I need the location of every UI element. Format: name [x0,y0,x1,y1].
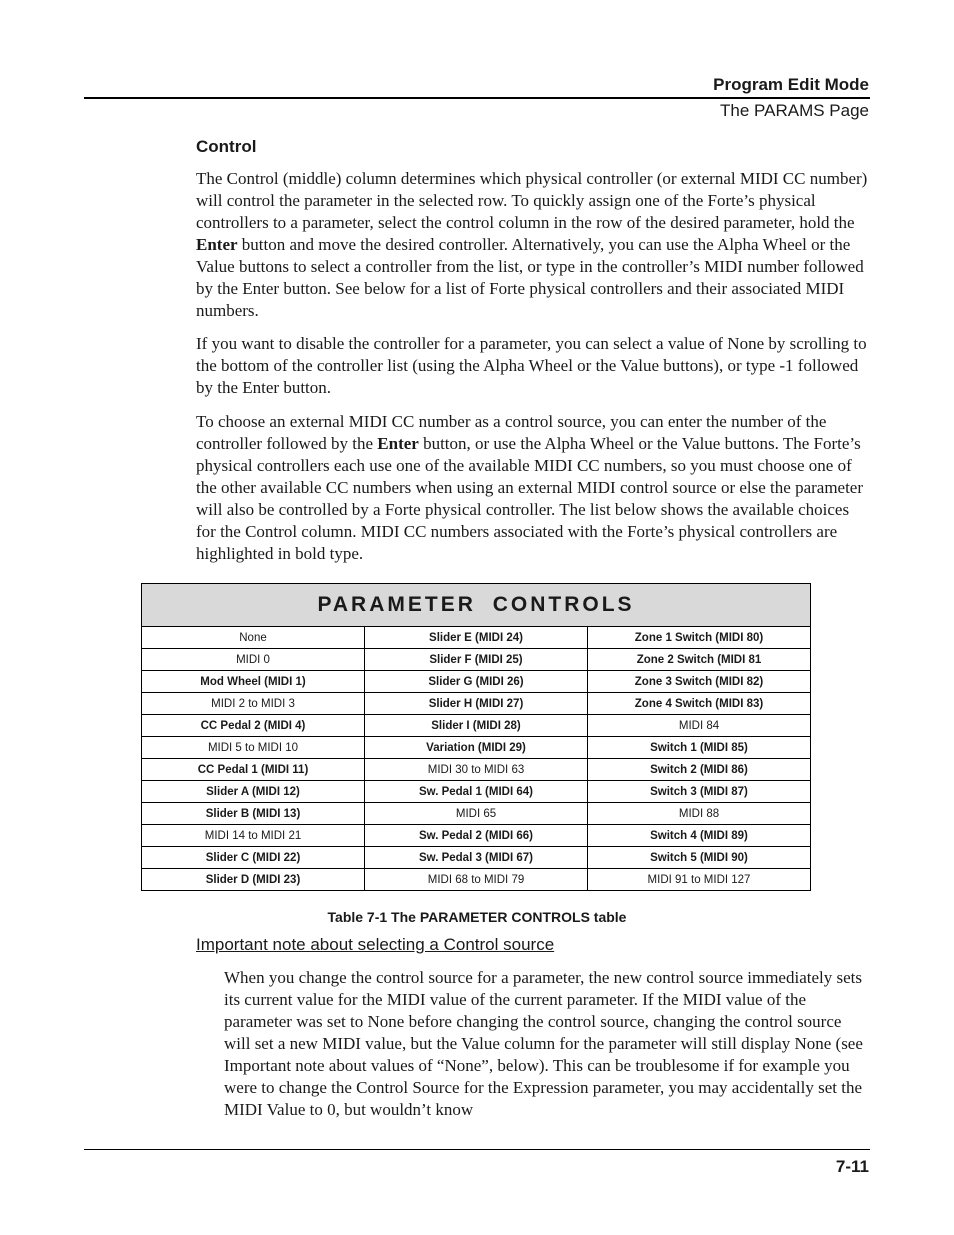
header-subtitle: The PARAMS Page [720,101,869,120]
table-cell: Mod Wheel (MIDI 1) [142,671,365,693]
table-cell: Slider D (MIDI 23) [142,869,365,891]
paragraph-external-midi [196,411,872,565]
table-cell: Zone 4 Switch (MIDI 83) [588,693,811,715]
section-heading: Control [196,137,257,156]
footer-rule [84,1149,870,1150]
header-title: Program Edit Mode [713,75,869,94]
table-cell: MIDI 65 [365,803,588,825]
table-cell: CC Pedal 1 (MIDI 11) [142,759,365,781]
paragraph-text: The Control (middle) column determines which physical controller (or external MIDI CC number) will control the parameter in the selected row. To quickly assign one of the Forte’s physical controllers to a parameter, select the control column in the row of the desired parameter, hold the [196,169,868,232]
table-cell: CC Pedal 2 (MIDI 4) [142,715,365,737]
table-cell: Zone 1 Switch (MIDI 80) [588,627,811,649]
table-caption: Table 7-1 The PARAMETER CONTROLS table [327,909,627,925]
header-rule [84,97,870,99]
table-cell: Sw. Pedal 1 (MIDI 64) [365,781,588,803]
table-cell: Slider I (MIDI 28) [365,715,588,737]
table-cell: Sw. Pedal 2 (MIDI 66) [365,825,588,847]
paragraph-important-note: When you change the control source for a parameter, the new control source immediately sets its current value for the MIDI value of the current parameter. If the MIDI value of the parameter was set to None before changing the control source, changing the control source will set a new MIDI value, but the Value column for the parameter will still display None (see Important note about values of “None”, below). This can be troublesome if for example you were to change the Control Source for the Expression parameter, you may accidentally set the MIDI Value to 0, but wouldn’t know [224,968,863,1119]
paragraph-control-intro [196,168,872,322]
table-cell: Slider C (MIDI 22) [142,847,365,869]
paragraph-text: button, or use the Alpha Wheel or the Value buttons. The Forte’s physical controllers each use one of the available MIDI CC numbers, so you must choose one of the other available CC numbers when using an external MIDI control source or else the parameter will also be controlled by a Forte physical controller. The list below shows the available choices for the Control column. MIDI CC numbers associated with the Forte’s physical controllers are highlighted in bold type. [196,434,864,563]
table-row [142,847,811,869]
table-cell: Slider F (MIDI 25) [365,649,588,671]
table-title: PARAMETER CONTROLS [142,584,811,627]
table-row [142,759,811,781]
table-row [142,825,811,847]
table-cell: Slider E (MIDI 24) [365,627,588,649]
table-row [142,693,811,715]
table-row [142,715,811,737]
table-row [142,649,811,671]
table-cell: Slider G (MIDI 26) [365,671,588,693]
table-cell: Switch 4 (MIDI 89) [588,825,811,847]
table-cell: Zone 3 Switch (MIDI 82) [588,671,811,693]
table-cell: MIDI 14 to MIDI 21 [142,825,365,847]
table-row [142,737,811,759]
table-row [142,781,811,803]
table-cell: Slider B (MIDI 13) [142,803,365,825]
table-row [142,869,811,891]
paragraph-bold-text: Enter [196,235,238,254]
table-cell: Switch 5 (MIDI 90) [588,847,811,869]
table-cell: Sw. Pedal 3 (MIDI 67) [365,847,588,869]
paragraph-text: To choose an external MIDI CC number as a control source, you can enter the number of the controller followed by the [196,412,827,453]
table-cell: MIDI 84 [588,715,811,737]
table-cell: MIDI 2 to MIDI 3 [142,693,365,715]
table-cell: Zone 2 Switch (MIDI 81 [588,649,811,671]
note-heading: Important note about selecting a Control source [196,935,555,954]
paragraph-disable-controller: If you want to disable the controller for a parameter, you can select a value of None by scrolling to the bottom of the controller list (using the Alpha Wheel or the Value buttons), or type -1 followed by the Enter button. [196,334,867,397]
table-cell: Variation (MIDI 29) [365,737,588,759]
table-cell: Switch 3 (MIDI 87) [588,781,811,803]
table-cell: MIDI 0 [142,649,365,671]
paragraph-bold-text: Enter [377,434,419,453]
table-cell: MIDI 88 [588,803,811,825]
table-cell: MIDI 30 to MIDI 63 [365,759,588,781]
paragraph-text: button and move the desired controller. Alternatively, you can use the Alpha Wheel or the Value buttons to select a controller from the list, or type in the controller’s MIDI number followed by the Enter button. See below for a list of Forte physical controllers and their associated MIDI numbers. [196,235,864,320]
table-cell: Switch 2 (MIDI 86) [588,759,811,781]
table-cell: Slider H (MIDI 27) [365,693,588,715]
table-row [142,627,811,649]
table-cell: Slider A (MIDI 12) [142,781,365,803]
table-row [142,803,811,825]
table-cell: MIDI 5 to MIDI 10 [142,737,365,759]
parameter-controls-table [141,583,811,891]
table-cell: MIDI 91 to MIDI 127 [588,869,811,891]
table-cell: MIDI 68 to MIDI 79 [365,869,588,891]
table-row [142,671,811,693]
page-number: 7-11 [835,1157,869,1176]
table-cell: Switch 1 (MIDI 85) [588,737,811,759]
table-cell: None [142,627,365,649]
